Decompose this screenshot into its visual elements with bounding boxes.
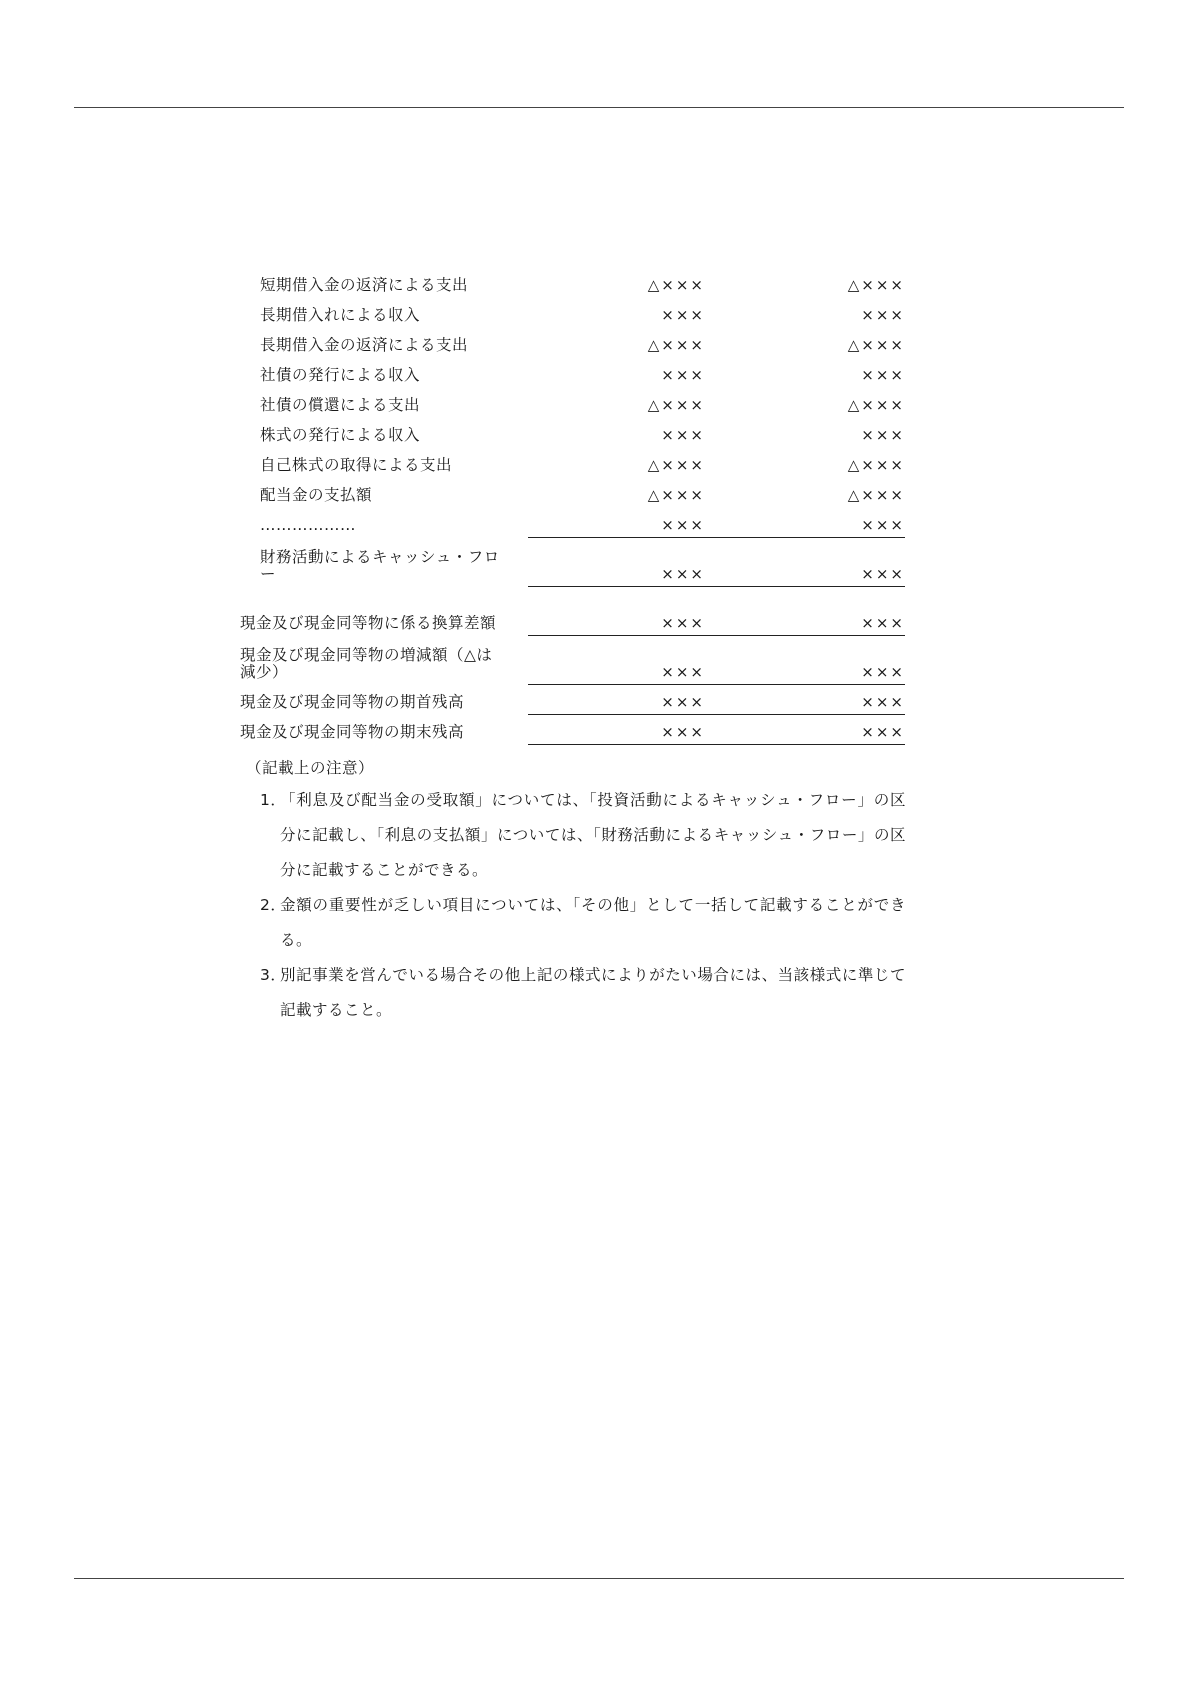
- notes-section: [246, 753, 906, 1028]
- statement-row-total: [240, 715, 905, 745]
- row-label: 短期借入金の返済による支出: [260, 276, 469, 294]
- row-label: 社債の償還による支出: [260, 396, 421, 414]
- row-label: 社債の発行による収入: [260, 366, 421, 384]
- prior-period-value: ×××: [861, 516, 905, 534]
- notes-title: （記載上の注意）: [246, 759, 375, 777]
- current-period-value: ×××: [661, 516, 705, 534]
- prior-period-value: ×××: [861, 306, 905, 324]
- current-period-value: ×××: [661, 565, 705, 583]
- note-number: 2．: [260, 896, 287, 914]
- prior-period-value: △×××: [847, 456, 905, 474]
- note-item: [246, 783, 906, 888]
- statement-row: [240, 478, 905, 508]
- note-item: [246, 888, 906, 958]
- row-label: 長期借入金の返済による支出: [260, 336, 469, 354]
- current-period-value: ×××: [661, 723, 705, 741]
- prior-period-value: ×××: [861, 426, 905, 444]
- row-label: 長期借入れによる収入: [260, 306, 421, 324]
- statement-row: [240, 388, 905, 418]
- note-item: [246, 958, 906, 1028]
- current-period-value: △×××: [647, 456, 705, 474]
- current-period-value: △×××: [647, 276, 705, 294]
- row-label: 株式の発行による収入: [260, 426, 421, 444]
- current-period-value: ×××: [661, 693, 705, 711]
- prior-period-value: ×××: [861, 565, 905, 583]
- cash-flow-statement: [240, 268, 905, 745]
- current-period-value: △×××: [647, 336, 705, 354]
- note-text: 「利息及び配当金の受取額」については、「投資活動によるキャッシュ・フロー」の区分に記載し、「利息の支払額」については、「財務活動によるキャッシュ・フロー」の区分に記載することができる。: [280, 791, 906, 879]
- note-number: 1．: [260, 791, 287, 809]
- header-rule: [74, 107, 1124, 108]
- current-period-value: ×××: [661, 614, 705, 632]
- statement-row: [240, 358, 905, 388]
- statement-row-total: [240, 685, 905, 715]
- statement-row-total: [240, 587, 905, 636]
- note-number: 3．: [260, 966, 287, 984]
- current-period-value: ×××: [661, 426, 705, 444]
- note-text: 別記事業を営んでいる場合その他上記の様式によりがたい場合には、当該様式に準じて記載すること。: [280, 966, 906, 1019]
- current-period-value: △×××: [647, 396, 705, 414]
- row-label: 現金及び現金同等物に係る換算差額: [240, 614, 497, 632]
- note-text: 金額の重要性が乏しい項目については、「その他」として一括して記載することができる。: [280, 896, 906, 949]
- statement-row-total: [240, 636, 905, 685]
- prior-period-value: △×××: [847, 486, 905, 504]
- row-label: 財務活動によるキャッシュ・フロー: [260, 548, 500, 583]
- total-rule: [528, 744, 905, 745]
- statement-row: [240, 508, 905, 538]
- statement-row: [240, 268, 905, 298]
- prior-period-value: △×××: [847, 396, 905, 414]
- row-label: 自己株式の取得による支出: [260, 456, 453, 474]
- prior-period-value: ×××: [861, 614, 905, 632]
- row-label: ………………: [260, 516, 356, 534]
- footer-rule: [74, 1578, 1124, 1579]
- statement-row: [240, 328, 905, 358]
- prior-period-value: ×××: [861, 663, 905, 681]
- current-period-value: ×××: [661, 306, 705, 324]
- row-label: 現金及び現金同等物の増減額（△は減少）: [240, 646, 493, 681]
- prior-period-value: △×××: [847, 276, 905, 294]
- prior-period-value: ×××: [861, 723, 905, 741]
- row-label: 現金及び現金同等物の期末残高: [240, 723, 465, 741]
- prior-period-value: ×××: [861, 693, 905, 711]
- current-period-value: △×××: [647, 486, 705, 504]
- statement-row: [240, 418, 905, 448]
- row-label: 配当金の支払額: [260, 486, 373, 504]
- current-period-value: ×××: [661, 663, 705, 681]
- prior-period-value: ×××: [861, 366, 905, 384]
- statement-row: [240, 448, 905, 478]
- row-label: 現金及び現金同等物の期首残高: [240, 693, 465, 711]
- prior-period-value: △×××: [847, 336, 905, 354]
- statement-row: [240, 298, 905, 328]
- statement-row-subtotal: [240, 538, 905, 587]
- current-period-value: ×××: [661, 366, 705, 384]
